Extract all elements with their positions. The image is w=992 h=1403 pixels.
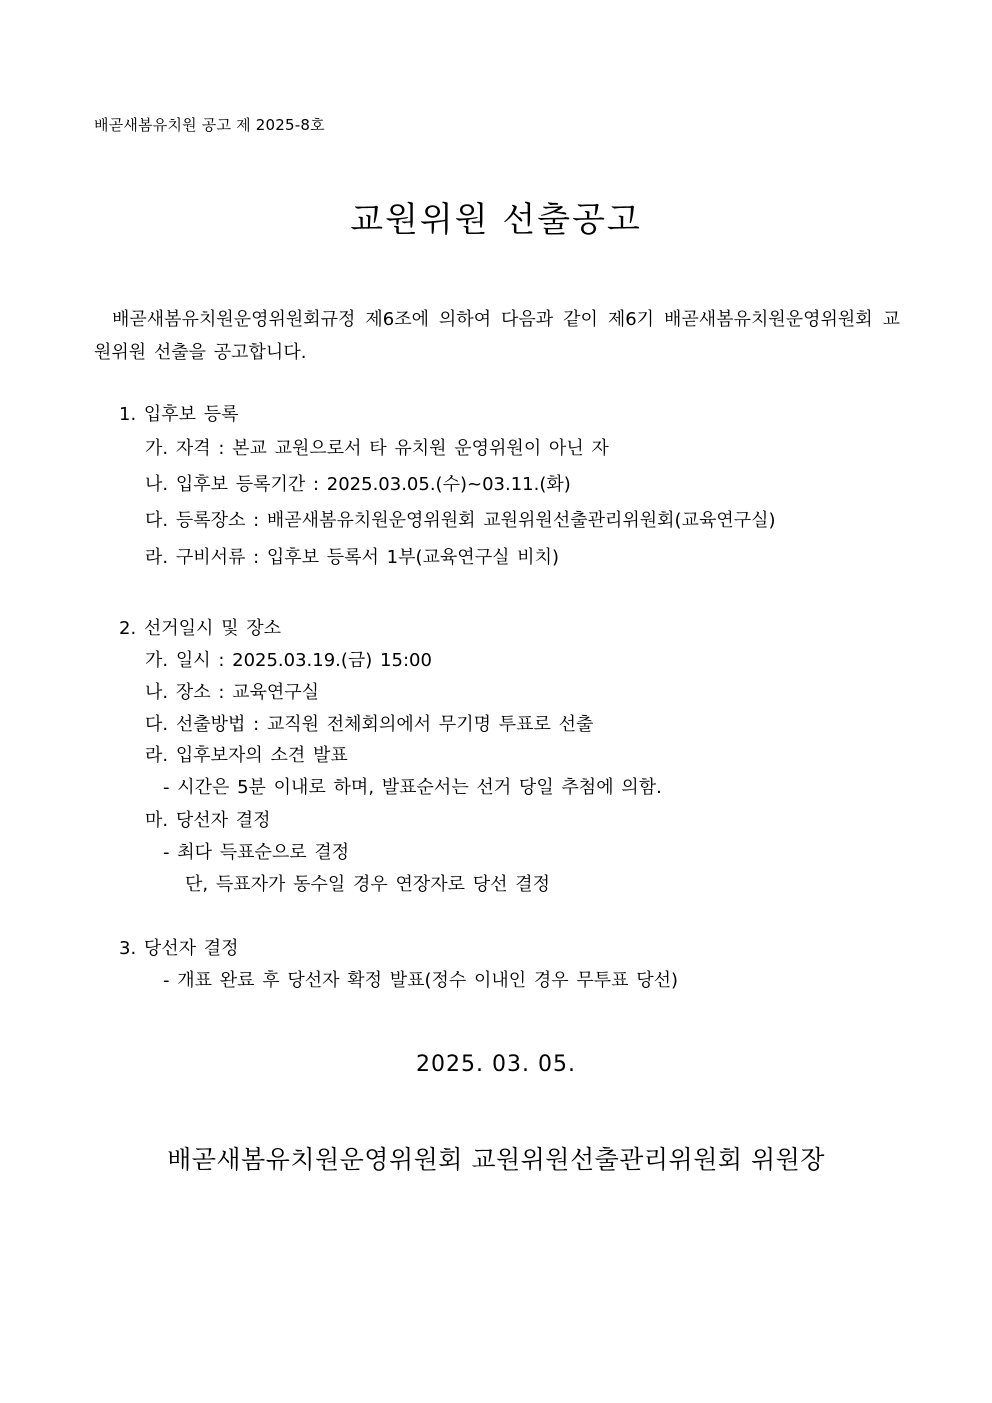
list-item: 가. 자격 : 본교 교원으로서 타 유치원 운영위원이 아닌 자	[145, 438, 609, 459]
list-item: 다. 등록장소 : 배곧새봄유치원운영위원회 교원위원선출관리위원회(교육연구실)	[145, 510, 776, 531]
list-item: 다. 선출방법 : 교직원 전체회의에서 무기명 투표로 선출	[145, 714, 594, 735]
list-item: 단, 득표자가 동수일 경우 연장자로 당선 결정	[185, 874, 551, 895]
section-heading-election-schedule: 2. 선거일시 및 장소	[119, 618, 282, 639]
document-title: 교원위원 선출공고	[350, 200, 642, 240]
intro-paragraph: 배곧새봄유치원운영위원회규정 제6조에 의하여 다음과 같이 제6기 배곧새봄유치원운영위원회 교원위원 선출을 공고합니다.	[94, 309, 900, 363]
list-item: 마. 당선자 결정	[145, 810, 271, 831]
list-item: 라. 구비서류 : 입후보 등록서 1부(교육연구실 비치)	[145, 547, 559, 568]
list-item: - 시간은 5분 이내로 하며, 발표순서는 선거 당일 추첨에 의함.	[163, 777, 662, 798]
list-item: 나. 장소 : 교육연구실	[145, 682, 320, 703]
section-heading-winner-decision: 3. 당선자 결정	[119, 938, 239, 959]
signer: 배곧새봄유치원운영위원회 교원위원선출관리위원회 위원장	[167, 1145, 825, 1174]
notice-number: 배곧새봄유치원 공고 제 2025-8호	[94, 116, 325, 134]
section-heading-registration: 1. 입후보 등록	[119, 404, 239, 425]
notice-date: 2025. 03. 05.	[416, 1052, 576, 1077]
list-item: 가. 일시 : 2025.03.19.(금) 15:00	[145, 650, 432, 671]
list-item: - 최다 득표순으로 결정	[163, 842, 350, 863]
list-item: 라. 입후보자의 소견 발표	[145, 745, 348, 766]
list-item: - 개표 완료 후 당선자 확정 발표(정수 이내인 경우 무투표 당선)	[163, 970, 679, 991]
list-item: 나. 입후보 등록기간 : 2025.03.05.(수)~03.11.(화)	[145, 474, 571, 495]
